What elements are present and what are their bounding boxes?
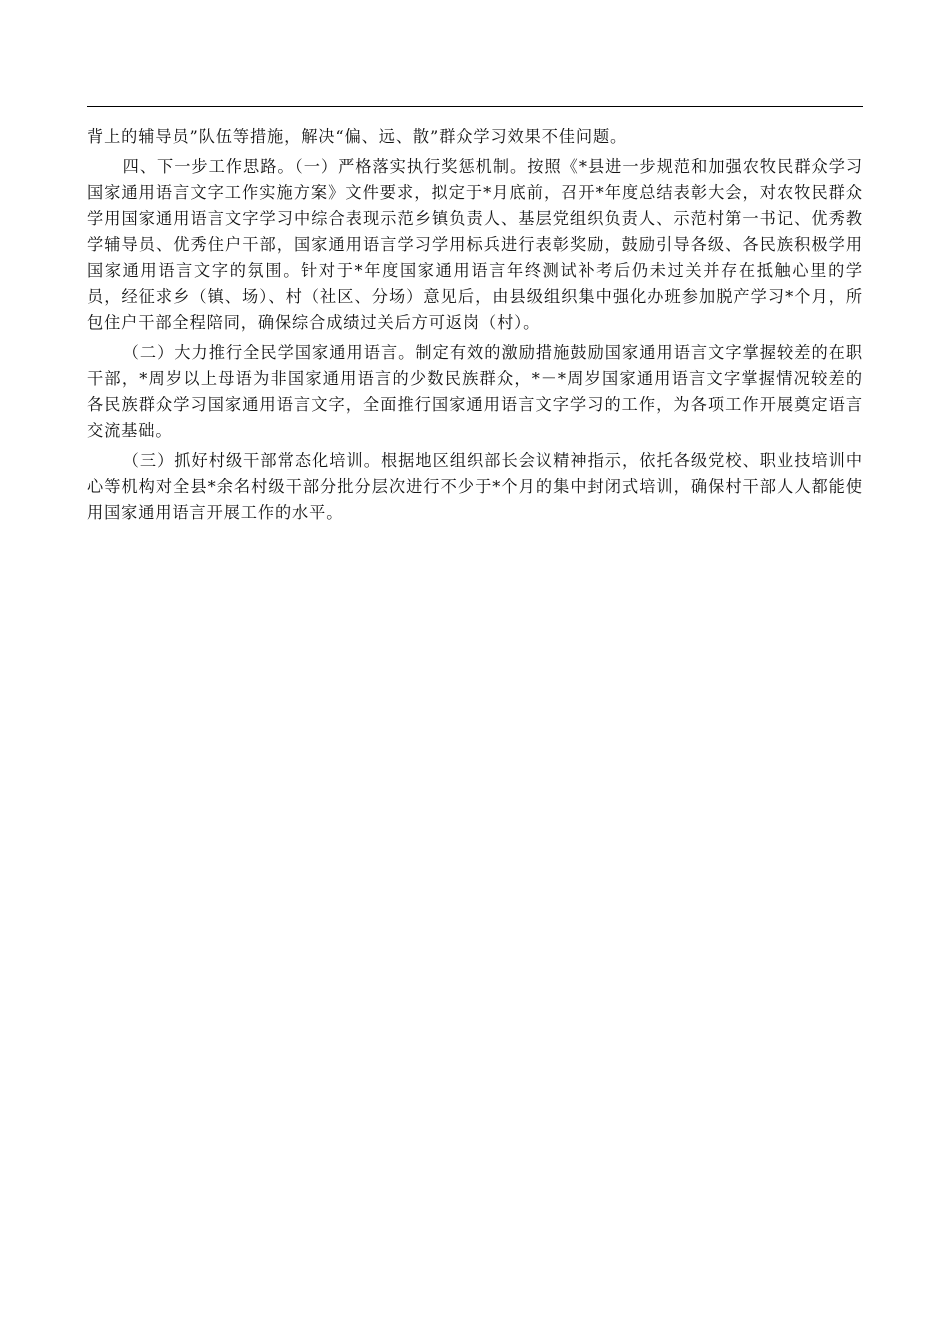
header-divider — [87, 106, 863, 107]
paragraph-continuation: 背上的辅导员”队伍等措施，解决“偏、远、散”群众学习效果不佳问题。 — [87, 127, 628, 146]
paragraph-next-steps: 四、下一步工作思路。（一）严格落实执行奖惩机制。按照《*县进一步规范和加强农牧民群众学习国家通用语言文字工作实施方案》文件要求，拟定于*月底前，召开*年度总结表彰大会，对农牧民群众学用国家通用语言文字学习中综合表现示范乡镇负责人、基层党组织负责人、示范村第一书记、优秀教学辅导员、优秀住户干部，国家通用语言学习学用标兵进行表彰奖励，鼓励引导各级、各民族积极学用国家通用语言文字的氛围。针对于*年度国家通用语言年终测试补考后仍未过关并存在抵触心里的学员，经征求乡（镇、场）、村（社区、分场）意见后，由县级组织集中强化办班参加脱产学习*个月，所包住户干部全程陪同，确保综合成绩过关后方可返岗（村）。 — [87, 157, 863, 332]
paragraph-cadre-training: （三）抓好村级干部常态化培训。根据地区组织部长会议精神指示，依托各级党校、职业技培训中心等机构对全县*余名村级干部分批分层次进行不少于*个月的集中封闭式培训，确保村干部人人都能使用国家通用语言开展工作的水平。 — [87, 451, 863, 522]
paragraph-promote-language: （二）大力推行全民学国家通用语言。制定有效的激励措施鼓励国家通用语言文字掌握较差的在职干部，*周岁以上母语为非国家通用语言的少数民族群众，*－*周岁国家通用语言文字掌握情况较差的各民族群众学习国家通用语言文字，全面推行国家通用语言文字学习的工作，为各项工作开展奠定语言交流基础。 — [87, 343, 863, 440]
document-body — [87, 124, 863, 526]
